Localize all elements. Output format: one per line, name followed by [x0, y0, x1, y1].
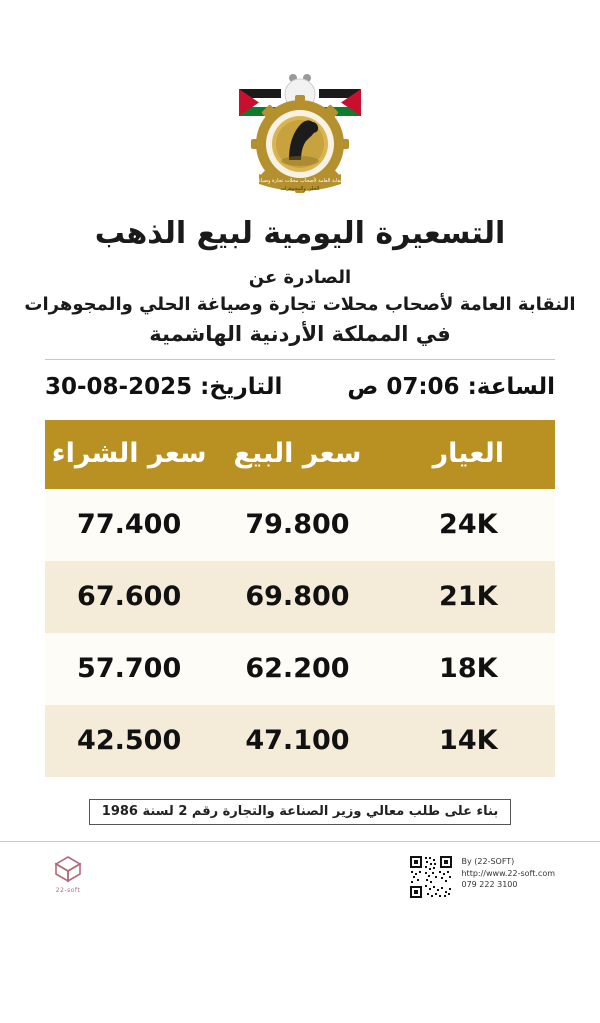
brand-caption: 22-soft — [55, 887, 81, 894]
header-buy-price: سعر الشراء — [45, 420, 213, 489]
header-karat: العيار — [382, 420, 555, 489]
date-label: التاريخ: — [200, 374, 283, 400]
cell-sell: 79.800 — [213, 489, 381, 561]
contact-phone: 079 222 3100 — [461, 880, 518, 890]
emblem-banner-subtext: الحلي والمجوهرات — [280, 186, 320, 192]
subtitle-union-name: النقابة العامة لأصحاب محلات تجارة وصياغة الحلي والمجوهرات — [24, 294, 576, 315]
cell-karat: 14K — [382, 705, 555, 777]
time-label: الساعة: — [467, 374, 555, 400]
cell-buy: 42.500 — [45, 705, 213, 777]
cell-sell: 62.200 — [213, 633, 381, 705]
emblem-icon — [215, 62, 385, 202]
subtitle-country: في المملكة الأردنية الهاشمية — [149, 322, 451, 346]
footer — [45, 854, 555, 900]
subtitle-issued-by: الصادرة عن — [248, 267, 352, 288]
cell-sell: 69.800 — [213, 561, 381, 633]
union-emblem-logo — [215, 62, 385, 202]
date-block — [45, 374, 282, 400]
legal-footnote: بناء على طلب معالي وزير الصناعة والتجارة رقم 2 لسنة 1986 — [89, 799, 511, 825]
cell-karat: 24K — [382, 489, 555, 561]
table-row — [45, 705, 555, 777]
cell-buy: 57.700 — [45, 633, 213, 705]
cell-sell: 47.100 — [213, 705, 381, 777]
page-title: التسعيرة اليومية لبيع الذهب — [94, 216, 506, 251]
header-divider — [45, 359, 555, 360]
table-header-row — [45, 420, 555, 489]
footer-contact-block — [408, 854, 555, 900]
cube-icon — [53, 854, 83, 884]
date-value: 30-08-2025 — [45, 374, 193, 400]
table-row — [45, 633, 555, 705]
cell-karat: 18K — [382, 633, 555, 705]
time-block — [347, 374, 555, 400]
date-time-row — [45, 374, 555, 400]
gold-price-table — [45, 420, 555, 777]
contact-by-line: By (22-SOFT) — [461, 857, 515, 866]
header-sell-price: سعر البيع — [213, 420, 381, 489]
cell-karat: 21K — [382, 561, 555, 633]
footer-divider — [0, 841, 600, 842]
table-row — [45, 561, 555, 633]
qr-code[interactable] — [408, 854, 454, 900]
table-row — [45, 489, 555, 561]
cell-buy: 67.600 — [45, 561, 213, 633]
contact-info — [461, 854, 555, 891]
time-value: 07:06 ص — [347, 374, 460, 400]
brand-logo — [45, 854, 91, 894]
cell-buy: 77.400 — [45, 489, 213, 561]
contact-website[interactable]: http://www.22-soft.com — [461, 868, 555, 878]
footnote-wrap — [45, 799, 555, 825]
emblem-banner-text: النقابة العامة لأصحاب محلات تجارة وصياغة — [255, 178, 345, 184]
